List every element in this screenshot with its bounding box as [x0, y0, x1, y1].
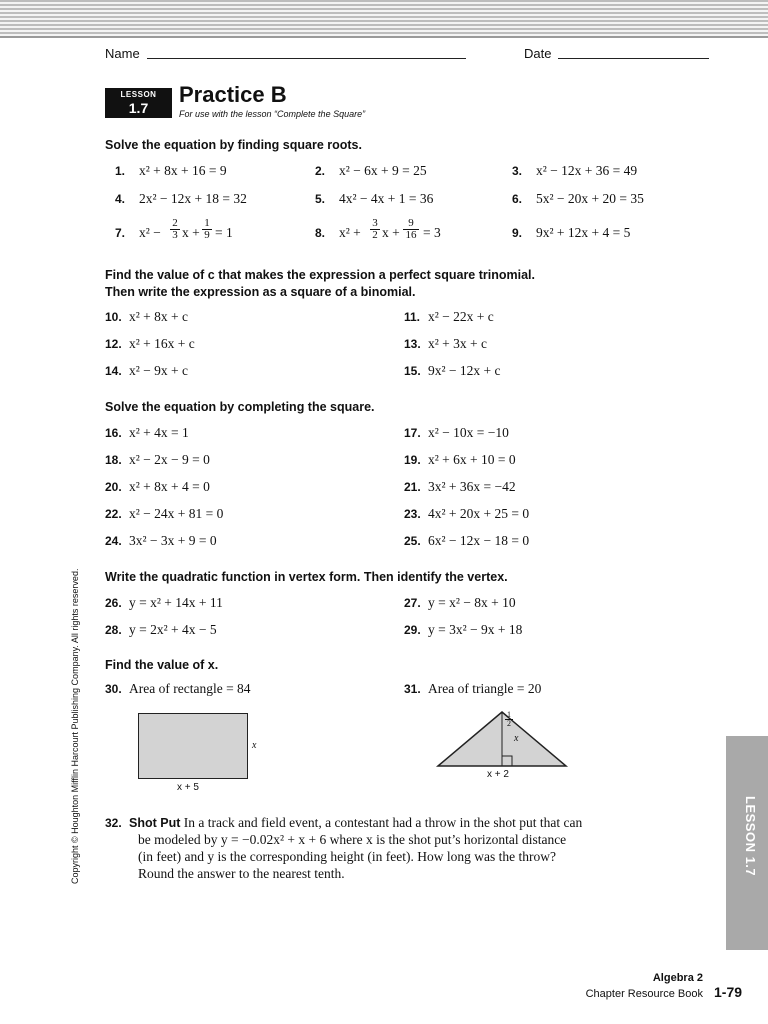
lesson-number: 1.7: [128, 100, 149, 116]
triangle-height-fraction: 1 2: [507, 710, 511, 728]
problem-23: 23. 4x² + 20x + 25 = 0: [404, 506, 530, 521]
problem-12: 12. x² + 16x + c: [105, 336, 195, 351]
footer-page-number: 1-79: [714, 984, 743, 1000]
page-subtitle: For use with the lesson “Complete the Square”: [179, 109, 366, 119]
lesson-tag: LESSON: [120, 90, 157, 99]
problem-7-fraction-2: 1 9: [202, 218, 212, 241]
problem-7: 7. x² −: [115, 225, 161, 240]
problem-27: 27. y = x² − 8x + 10: [404, 595, 516, 610]
section-heading-2a: Find the value of c that makes the expression a perfect square trinomial.: [105, 268, 535, 282]
problem-4: 4. 2x² − 12x + 18 = 32: [115, 191, 247, 206]
problem-20: 20. x² + 8x + 4 = 0: [105, 479, 210, 494]
name-label: Name: [105, 46, 140, 61]
problem-11: 11. x² − 22x + c: [404, 309, 494, 324]
date-field-line[interactable]: [558, 58, 709, 59]
date-label: Date: [524, 46, 552, 61]
problem-1: 1. x² + 8x + 16 = 9: [115, 163, 227, 178]
problem-29: 29. y = 3x² − 9x + 18: [404, 622, 523, 637]
section-heading-2b: Then write the expression as a square of a binomial.: [105, 285, 416, 299]
problem-32-line-3: (in feet) and y is the corresponding height (in feet). How long was the throw?: [138, 849, 557, 864]
problem-16: 16. x² + 4x = 1: [105, 425, 189, 440]
rectangle-diagram: [138, 713, 248, 779]
problem-15: 15. 9x² − 12x + c: [404, 363, 501, 378]
section-heading-4: Write the quadratic function in vertex form. Then identify the vertex.: [105, 570, 508, 584]
problem-8: 8. x² +: [315, 225, 361, 240]
problem-26: 26. y = x² + 14x + 11: [105, 595, 223, 610]
problem-2: 2. x² − 6x + 9 = 25: [315, 163, 427, 178]
section-heading-3: Solve the equation by completing the square.: [105, 400, 375, 414]
problem-25: 25. 6x² − 12x − 18 = 0: [404, 533, 530, 548]
lesson-side-tab-label: LESSON 1.7: [743, 796, 758, 877]
problem-19: 19. x² + 6x + 10 = 0: [404, 452, 516, 467]
problem-9: 9. 9x² + 12x + 4 = 5: [512, 225, 631, 240]
footer-book-title: Algebra 2: [652, 972, 703, 984]
rectangle-side-label: x: [252, 740, 257, 751]
problem-31: 31. Area of triangle = 20: [404, 681, 542, 696]
problem-10: 10. x² + 8x + c: [105, 309, 189, 324]
name-field-line[interactable]: [147, 58, 466, 59]
section-heading-5: Find the value of x.: [105, 658, 219, 672]
problem-8-middle: x +: [382, 225, 400, 240]
problem-7-middle: x +: [182, 225, 200, 240]
problem-32-line-4: Round the answer to the nearest tenth.: [138, 866, 345, 881]
problem-24: 24. 3x² − 3x + 9 = 0: [105, 533, 217, 548]
problem-7-fraction-1: 2 3: [170, 218, 180, 241]
section-heading-1: Solve the equation by finding square roots.: [105, 138, 362, 152]
triangle-height-variable: x: [514, 733, 519, 744]
problem-32: 32. Shot Put In a track and field event, a contestant had a throw in the shot put that can: [105, 815, 583, 830]
problem-17: 17. x² − 10x = −10: [404, 425, 509, 440]
problem-5: 5. 4x² − 4x + 1 = 36: [315, 191, 434, 206]
triangle-base-label: x + 2: [487, 769, 509, 780]
copyright-notice: Copyright © Houghton Mifflin Harcourt Publishing Company. All rights reserved.: [70, 568, 80, 884]
problem-8-fraction-1: 3 2: [370, 218, 380, 241]
rectangle-base-label: x + 5: [177, 782, 199, 793]
problem-30: 30. Area of rectangle = 84: [105, 681, 251, 696]
problem-3: 3. x² − 12x + 36 = 49: [512, 163, 638, 178]
triangle-diagram: [432, 708, 572, 770]
page-title: Practice B: [179, 82, 287, 107]
problem-18: 18. x² − 2x − 9 = 0: [105, 452, 210, 467]
problem-14: 14. x² − 9x + c: [105, 363, 189, 378]
problem-21: 21. 3x² + 36x = −42: [404, 479, 516, 494]
problem-32-line-2: be modeled by y = −0.02x² + x + 6 where x is the shot put’s horizontal distance: [138, 832, 567, 847]
problem-13: 13. x² + 3x + c: [404, 336, 488, 351]
problem-6: 6. 5x² − 20x + 20 = 35: [512, 191, 644, 206]
footer-resource: Chapter Resource Book: [585, 988, 703, 1000]
problem-8-fraction-2: 9 16: [403, 218, 419, 241]
lesson-badge: [105, 88, 172, 118]
top-stripe-band: [0, 0, 768, 38]
problem-28: 28. y = 2x² + 4x − 5: [105, 622, 217, 637]
problem-22: 22. x² − 24x + 81 = 0: [105, 506, 224, 521]
problem-8-end: = 3: [423, 225, 441, 240]
lesson-side-tab: [726, 736, 768, 950]
problem-7-end: = 1: [215, 225, 233, 240]
